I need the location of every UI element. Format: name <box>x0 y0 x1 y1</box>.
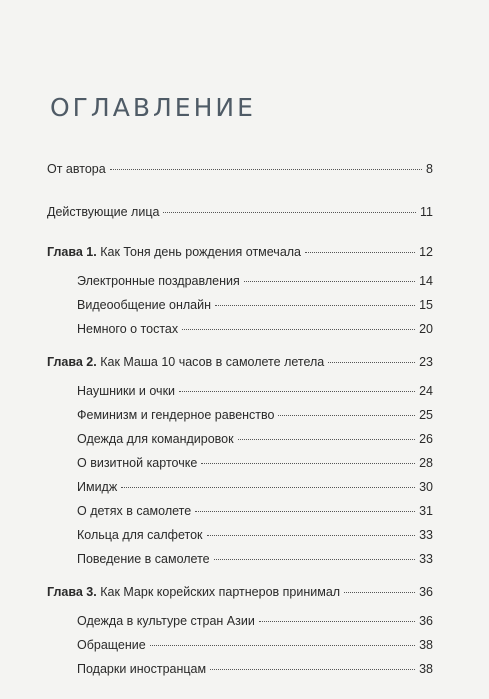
toc-subentry[interactable] <box>77 660 433 678</box>
dot-leader <box>121 487 415 488</box>
dot-leader <box>305 252 415 253</box>
toc-subentry[interactable] <box>77 526 433 544</box>
toc-chapter-entry[interactable] <box>47 243 433 261</box>
toc-entry[interactable] <box>47 160 433 178</box>
dot-leader <box>244 281 415 282</box>
toc-chapter-entry[interactable] <box>47 353 433 371</box>
toc-entry-page: 31 <box>419 504 433 518</box>
chapter-number: Глава 2. <box>47 355 97 369</box>
toc-entry-title: От автора <box>47 162 106 176</box>
toc-entry-title: О визитной карточке <box>77 456 198 470</box>
toc-entry-title: Видеообщение онлайн <box>77 298 212 312</box>
dot-leader <box>214 559 415 560</box>
chapter-number: Глава 3. <box>47 585 97 599</box>
toc-subentry[interactable] <box>77 550 433 568</box>
toc-entry-title: Действующие лица <box>47 205 160 219</box>
dot-leader <box>328 362 415 363</box>
toc-entry[interactable] <box>47 203 433 221</box>
toc-entry-title: Немного о тостах <box>77 322 179 336</box>
toc-entry-title: Одежда для командировок <box>77 432 234 446</box>
dot-leader <box>207 535 416 536</box>
toc-entry-page: 26 <box>419 432 433 446</box>
toc-entry-title: Как Тоня день рождения отмечала <box>96 245 302 259</box>
toc-entry-title: Наушники и очки <box>77 384 176 398</box>
toc-entry-page: 33 <box>419 528 433 542</box>
toc-entry-page: 15 <box>419 298 433 312</box>
toc-entry-title: Как Марк корейских партнеров принимал <box>96 585 341 599</box>
dot-leader <box>215 305 415 306</box>
dot-leader <box>278 415 415 416</box>
toc-subentry[interactable] <box>77 454 433 472</box>
toc-subentry[interactable] <box>77 478 433 496</box>
toc-entry-page: 38 <box>419 662 433 676</box>
toc-subentry[interactable] <box>77 636 433 654</box>
toc-entry-page: 33 <box>419 552 433 566</box>
dot-leader <box>238 439 416 440</box>
dot-leader <box>201 463 415 464</box>
toc-subentry[interactable] <box>77 612 433 630</box>
toc-subentry[interactable] <box>77 296 433 314</box>
toc-entry-page: 12 <box>419 245 433 259</box>
toc-subentry[interactable] <box>77 430 433 448</box>
dot-leader <box>195 511 415 512</box>
dot-leader <box>210 669 415 670</box>
chapter-number: Глава 1. <box>47 245 97 259</box>
toc-subentry[interactable] <box>77 502 433 520</box>
toc-chapter-entry[interactable] <box>47 583 433 601</box>
toc-heading: ОГЛАВЛЕНИЕ <box>50 93 256 122</box>
toc-subentry[interactable] <box>77 320 433 338</box>
toc-entry-page: 23 <box>419 355 433 369</box>
toc-subentry[interactable] <box>77 382 433 400</box>
dot-leader <box>179 391 415 392</box>
dot-leader <box>182 329 415 330</box>
dot-leader <box>150 645 415 646</box>
toc-entry-page: 36 <box>419 585 433 599</box>
toc-entry-page: 11 <box>420 205 433 219</box>
dot-leader <box>110 169 422 170</box>
toc-entry-page: 24 <box>419 384 433 398</box>
toc-subentry[interactable] <box>77 272 433 290</box>
toc-entry-page: 30 <box>419 480 433 494</box>
toc-subentry[interactable] <box>77 406 433 424</box>
dot-leader <box>259 621 415 622</box>
toc-entry-page: 25 <box>419 408 433 422</box>
toc-entry-title: Электронные поздравления <box>77 274 240 288</box>
toc-entry-title: О детях в самолете <box>77 504 192 518</box>
toc-entry-title: Как Маша 10 часов в самолете летела <box>96 355 325 369</box>
toc-entry-page: 36 <box>419 614 433 628</box>
toc-entry-title: Обращение <box>77 638 146 652</box>
dot-leader <box>344 592 415 593</box>
toc-entry-title: Одежда в культуре стран Азии <box>77 614 255 628</box>
toc-entry-title: Поведение в самолете <box>77 552 210 566</box>
toc-entry-title: Имидж <box>77 480 118 494</box>
dot-leader <box>163 212 416 213</box>
toc-entry-page: 20 <box>419 322 433 336</box>
toc-entry-page: 38 <box>419 638 433 652</box>
toc-entry-title: Подарки иностранцам <box>77 662 207 676</box>
toc-entry-page: 28 <box>419 456 433 470</box>
toc-entry-title: Феминизм и гендерное равенство <box>77 408 275 422</box>
toc-entry-page: 14 <box>419 274 433 288</box>
toc-entry-page: 8 <box>426 162 433 176</box>
toc-entry-title: Кольца для салфеток <box>77 528 203 542</box>
